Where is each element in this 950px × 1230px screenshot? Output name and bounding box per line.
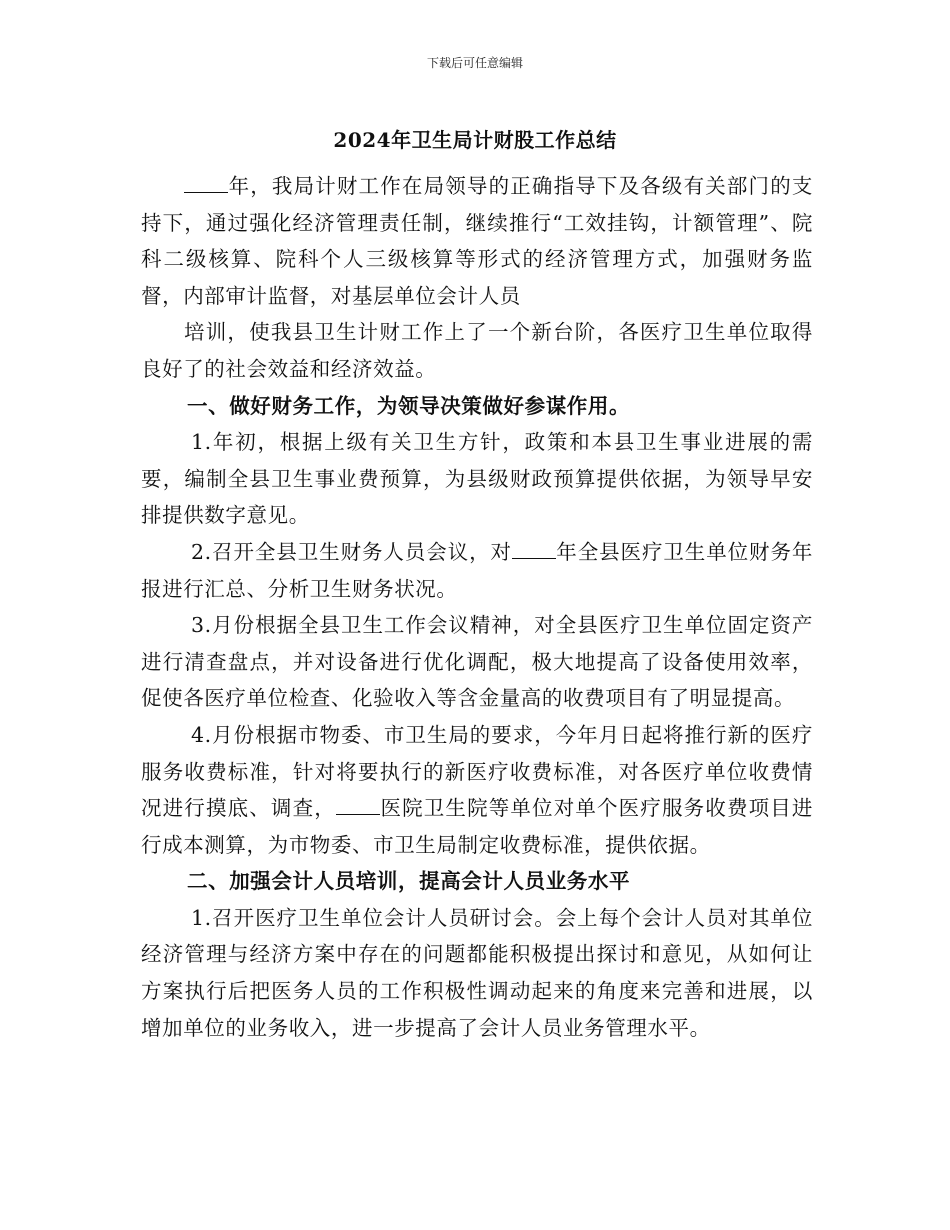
section-heading-2: 二、加强会计人员培训，提高会计人员业务水平 — [187, 869, 631, 894]
blank-underline — [336, 796, 380, 815]
document-body — [141, 168, 813, 1046]
section-heading-1: 一、做好财务工作，为领导决策做好参谋作用。 — [187, 393, 631, 418]
list-item-1-2 — [141, 534, 813, 607]
blank-underline — [512, 540, 556, 559]
list-item-1-2-text-b: 年全县医疗卫生单位财务年报进行汇总、分析卫生财务状况。 — [141, 539, 813, 601]
list-item-1-4-text-b: 医院卫生院等单位对单个医疗服务收费项目进行成本测算，为市物委、市卫生局制定收费标准，提供依据。 — [141, 796, 814, 857]
list-item-1-4-text-a: 4.月份根据市物委、市卫生局的要求，今年月日起将推行新的医疗服务收费标准，针对将要执行的新医疗收费标准，对各医疗单位收费情况进行摸底、调查， — [141, 722, 813, 821]
paragraph-intro — [141, 168, 813, 314]
list-item-1-3: 3.月份根据全县卫生工作会议精神，对全县医疗卫生单位固定资产进行清查盘点，并对设备进行优化调配，极大地提高了设备使用效率，促使各医疗单位检查、化验收入等含金量高的收费项目有了明显提高。 — [141, 613, 813, 711]
list-item-2-1: 1.召开医疗卫生单位会计人员研讨会。会上每个会计人员对其单位经济管理与经济方案中存在的问题都能积极提出探讨和意见，从如何让方案执行后把医务人员的工作积极性调动起来的角度来完善和进展，以增加单位的业务收入，进一步提高了会计人员业务管理水平。 — [141, 905, 813, 1040]
paragraph-training: 培训，使我县卫生计财工作上了一个新台阶，各医疗卫生单位取得良好了的社会效益和经济效益。 — [141, 320, 813, 381]
paragraph-intro-text: 年，我局计财工作在局领导的正确指导下及各级有关部门的支持下，通过强化经济管理责任制，继续推行“工效挂钩，计额管理”、院科二级核算、院科个人三级核算等形式的经济管理方式，加强财务监督，内部审计监督，对基层单位会计人员 — [141, 174, 813, 308]
list-item-1-2-text-a: 2.召开全县卫生财务人员会议，对 — [191, 539, 512, 564]
header-note: 下载后可任意编辑 — [426, 56, 523, 70]
document-title: 2024年卫生局计财股工作总结 — [333, 128, 617, 152]
blank-underline — [184, 174, 228, 193]
list-item-1-1: 1.年初，根据上级有关卫生方针，政策和本县卫生事业进展的需要，编制全县卫生事业费预算，为县级财政预算提供依据，为领导早安排提供数字意见。 — [141, 430, 813, 528]
list-item-1-4 — [141, 717, 813, 863]
